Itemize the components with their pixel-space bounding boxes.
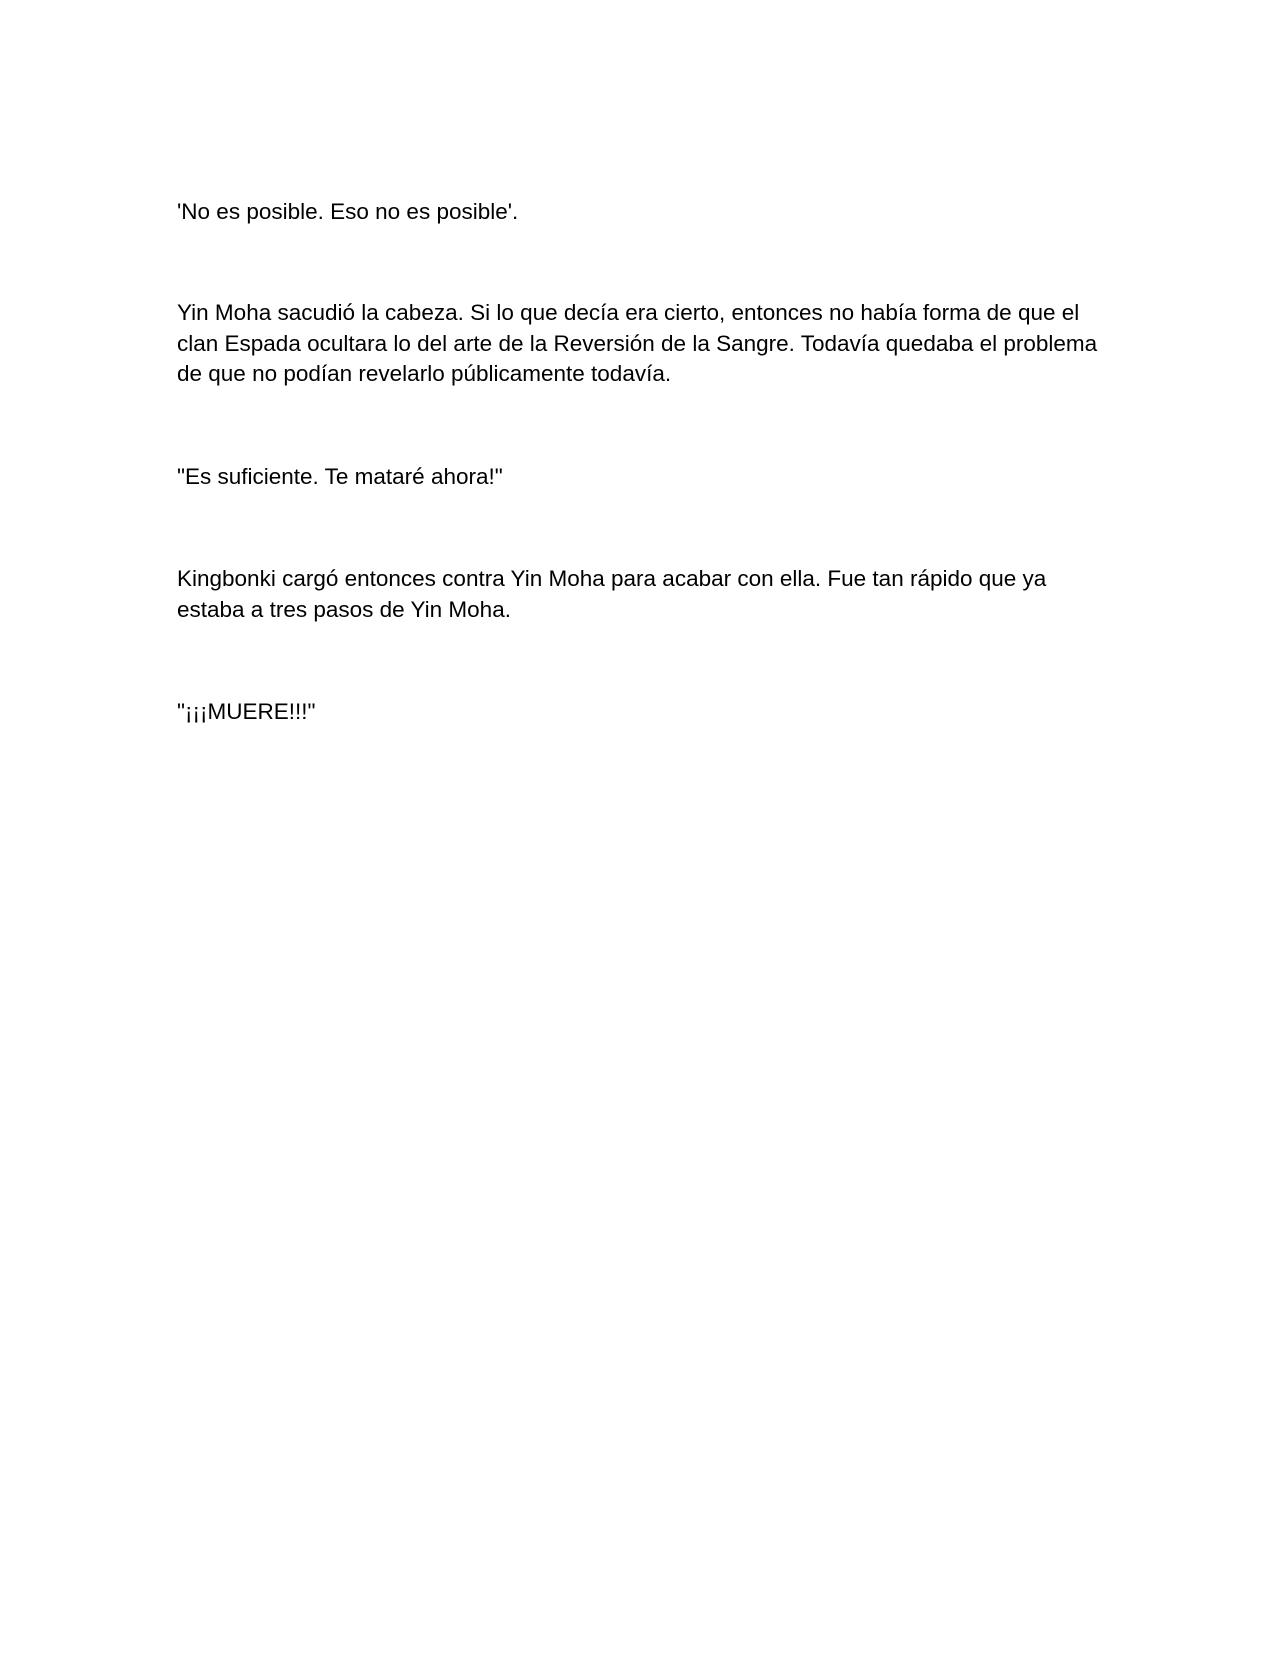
paragraph-2: Yin Moha sacudió la cabeza. Si lo que decía era cierto, entonces no había forma de que el clan Espada ocultara lo del arte de la Reversión de la Sangre. Todavía quedaba el problema de que no podían revelarlo públicamente todavía.	[177, 300, 1098, 386]
paragraph-1: 'No es posible. Eso no es posible'.	[177, 199, 519, 224]
paragraph-3: "Es suficiente. Te mataré ahora!"	[177, 464, 503, 489]
paragraph-5: "¡¡¡MUERE!!!"	[177, 699, 316, 724]
paragraph-4: Kingbonki cargó entonces contra Yin Moha para acabar con ella. Fue tan rápido que ya estaba a tres pasos de Yin Moha.	[177, 566, 1047, 622]
